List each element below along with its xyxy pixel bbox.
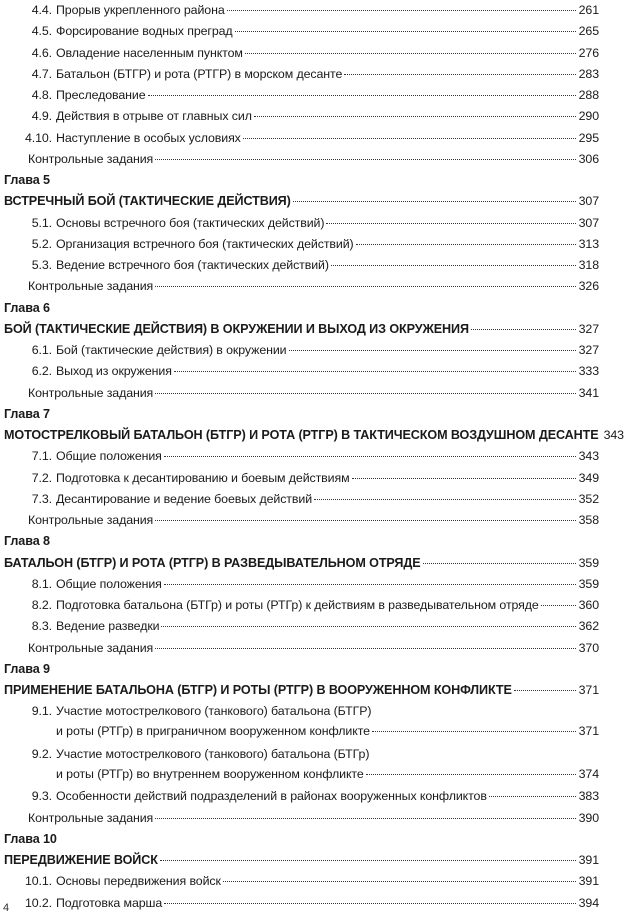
entry-title: Контрольные задания: [28, 385, 154, 400]
dot-leader: [164, 584, 576, 585]
dot-leader: [161, 626, 575, 627]
section-number: 5.3.: [31, 258, 52, 272]
section-number: 4.8.: [31, 88, 52, 102]
chapter-title-entry[interactable]: [0, 191, 605, 211]
entry-title: Бой (тактические действия) в окружении: [56, 343, 287, 357]
entry-title: Контрольные задания: [28, 640, 154, 655]
dot-leader: [155, 286, 575, 287]
page-ref: 327: [578, 321, 599, 336]
toc-entry[interactable]: [0, 85, 605, 105]
toc-entry[interactable]: [0, 489, 605, 509]
entry-title: Контрольные задания: [28, 279, 154, 294]
entry-title: БАТАЛЬОН (БТГР) И РОТА (РТГР) В РАЗВЕДЫВАТЕЛЬНОМ ОТРЯДЕ: [4, 555, 421, 570]
toc-entry[interactable]: [0, 616, 605, 636]
section-number: 9.1.: [31, 704, 52, 719]
section-number: 4.7.: [31, 66, 52, 81]
page-ref: 371: [578, 683, 599, 697]
entry-title: Прорыв укрепленного района: [56, 3, 225, 17]
page-ref: 261: [578, 3, 599, 17]
section-number: 4.4.: [31, 3, 52, 17]
section-number: 8.1.: [31, 576, 52, 591]
section-number: 10.2.: [24, 895, 52, 910]
entry-title: Контрольные задания: [28, 513, 154, 527]
page-ref: 307: [578, 194, 599, 209]
section-number: 4.9.: [31, 109, 52, 124]
toc-entry[interactable]: [0, 106, 605, 126]
section-number: 9.2.: [31, 746, 52, 761]
entry-title: Ведение встречного боя (тактических действий): [56, 258, 329, 272]
dot-leader: [243, 138, 576, 139]
toc-entry[interactable]: [0, 43, 605, 63]
page-ref: 352: [578, 491, 599, 506]
page-ref: 343: [603, 428, 624, 442]
chapter-title-entry[interactable]: [0, 425, 624, 445]
toc-entry[interactable]: [0, 255, 605, 275]
dot-leader: [489, 796, 576, 797]
dot-leader: [366, 774, 576, 775]
toc-entry[interactable]: [0, 234, 605, 254]
page-ref: 333: [578, 364, 599, 379]
page-ref: 343: [578, 449, 599, 464]
entry-title: Ведение разведки: [56, 619, 160, 634]
dot-leader: [245, 53, 576, 54]
entry-title: Общие положения: [56, 449, 162, 464]
dot-leader: [254, 116, 576, 117]
page-ref: 349: [578, 470, 599, 485]
entry-title-line-1: Участие мотострелкового (танкового) батальона (БТГР): [56, 704, 372, 719]
toc-entry[interactable]: [0, 786, 605, 806]
dot-leader: [155, 648, 575, 649]
page-ref: 362: [578, 619, 599, 634]
page-ref: 391: [578, 874, 599, 889]
entry-title: ПРИМЕНЕНИЕ БАТАЛЬОНА (БТГР) И РОТЫ (РТГР) В ВООРУЖЕННОМ КОНФЛИКТЕ: [4, 683, 512, 697]
entry-title: Основы передвижения войск: [56, 874, 221, 889]
page-ref: 370: [578, 640, 599, 655]
entry-title: Контрольные задания: [28, 810, 154, 825]
review-questions-entry[interactable]: [0, 276, 605, 296]
page-ref: 276: [578, 45, 599, 60]
dot-leader: [155, 520, 575, 521]
page-ref: 371: [578, 724, 599, 739]
chapter-title-entry[interactable]: [0, 553, 605, 573]
page-ref: 394: [578, 895, 599, 910]
section-number: 9.3.: [31, 789, 52, 804]
dot-leader: [356, 244, 576, 245]
dot-leader: [471, 329, 576, 330]
section-number: 5.2.: [31, 236, 52, 251]
chapter-label: Глава 10: [4, 831, 57, 846]
dot-leader: [289, 350, 576, 351]
dot-leader: [160, 860, 576, 861]
review-questions-entry[interactable]: [0, 638, 605, 658]
chapter-label: Глава 8: [4, 534, 50, 549]
dot-leader: [314, 499, 576, 500]
page-ref: 265: [578, 24, 599, 39]
page-ref: 327: [578, 343, 599, 357]
chapter-title-entry[interactable]: [0, 850, 605, 870]
entry-title: Батальон (БТГР) и рота (РТГР) в морском десанте: [56, 66, 343, 81]
dot-leader: [423, 563, 576, 564]
chapter-title-entry[interactable]: [0, 319, 605, 339]
toc-entry[interactable]: [0, 871, 605, 891]
page-ref: 359: [578, 555, 599, 570]
dot-leader: [148, 95, 576, 96]
section-number: 8.2.: [31, 598, 52, 612]
toc-entry[interactable]: [0, 361, 605, 381]
entry-title: Действия в отрыве от главных сил: [56, 109, 252, 124]
dot-leader: [331, 265, 576, 266]
toc-entry[interactable]: [0, 213, 605, 233]
dot-leader: [155, 393, 575, 394]
page-ref: 307: [578, 215, 599, 230]
entry-title: Основы встречного боя (тактических действий): [56, 215, 325, 230]
toc-entry[interactable]: [0, 340, 605, 360]
toc-entry[interactable]: [0, 446, 605, 466]
page-ref: 318: [578, 258, 599, 272]
toc-entry[interactable]: [0, 595, 605, 615]
entry-title: Контрольные задания: [28, 151, 154, 166]
entry-title: Организация встречного боя (тактических действий): [56, 236, 354, 251]
page-ref: 360: [578, 598, 599, 612]
section-number: 6.2.: [31, 364, 52, 379]
page-ref: 295: [578, 130, 599, 145]
section-number: 4.6.: [31, 45, 52, 60]
dot-leader: [514, 690, 576, 691]
page-ref: 358: [578, 513, 599, 527]
dot-leader: [293, 201, 576, 202]
dot-leader: [164, 903, 575, 904]
toc-entry[interactable]: [0, 574, 605, 594]
entry-title: Преследование: [56, 88, 146, 102]
page-ref: 326: [578, 279, 599, 294]
page-ref: 306: [578, 151, 599, 166]
section-number: 8.3.: [31, 619, 52, 634]
entry-title: Подготовка к десантированию и боевым действиям: [56, 470, 350, 485]
page-ref: 383: [578, 789, 599, 804]
chapter-label: Глава 9: [4, 661, 50, 676]
dot-leader: [155, 818, 575, 819]
review-questions-entry[interactable]: [0, 383, 605, 403]
entry-title: Форсирование водных преград: [56, 24, 233, 39]
dot-leader: [372, 731, 576, 732]
entry-title-line-2: и роты (РТГр) во внутреннем вооруженном конфликте: [56, 766, 364, 781]
entry-title: БОЙ (ТАКТИЧЕСКИЕ ДЕЙСТВИЯ) В ОКРУЖЕНИИ И ВЫХОД ИЗ ОКРУЖЕНИЯ: [4, 321, 469, 336]
page-ref: 288: [578, 88, 599, 102]
entry-title: Общие положения: [56, 576, 162, 591]
entry-title: Овладение населенным пунктом: [56, 45, 243, 60]
dot-leader: [352, 478, 576, 479]
section-number: 4.5.: [31, 24, 52, 39]
toc-entry[interactable]: [0, 0, 605, 20]
toc-entry[interactable]: [0, 21, 605, 41]
dot-leader: [164, 456, 576, 457]
toc-entry[interactable]: [0, 744, 605, 787]
dot-leader: [235, 31, 576, 32]
section-number: 7.1.: [31, 449, 52, 464]
page-number: 4: [3, 902, 10, 914]
dot-leader: [344, 74, 575, 75]
section-number: 5.1.: [31, 215, 52, 230]
chapter-title-entry[interactable]: [0, 680, 605, 700]
entry-title-line-1: Участие мотострелкового (танкового) батальона (БТГр): [56, 746, 370, 761]
page-ref: 283: [578, 66, 599, 81]
entry-title: Особенности действий подразделений в районах вооруженных конфликтов: [56, 789, 487, 804]
review-questions-entry[interactable]: [0, 510, 605, 530]
chapter-label: Глава 6: [4, 300, 50, 315]
page-ref: 359: [578, 576, 599, 591]
section-number: 7.2.: [31, 470, 52, 485]
section-number: 7.3.: [31, 491, 52, 506]
page-ref: 290: [578, 109, 599, 124]
entry-title: ПЕРЕДВИЖЕНИЕ ВОЙСК: [4, 853, 158, 867]
page-ref: 390: [578, 810, 599, 825]
section-number: 4.10.: [24, 130, 52, 145]
review-questions-entry[interactable]: [0, 149, 605, 169]
dot-leader: [155, 159, 575, 160]
section-number: 6.1.: [31, 343, 52, 357]
section-number: 10.1.: [24, 874, 52, 889]
chapter-label: Глава 5: [4, 173, 50, 187]
entry-title: Десантирование и ведение боевых действий: [56, 491, 313, 506]
dot-leader: [541, 605, 576, 606]
entry-title: МОТОСТРЕЛКОВЫЙ БАТАЛЬОН (БТГР) И РОТА (РТГР) В ТАКТИЧЕСКОМ ВОЗДУШНОМ ДЕСАНТЕ: [4, 428, 599, 442]
entry-title-line-2: и роты (РТГр) в приграничном вооруженном конфликте: [56, 724, 370, 739]
entry-title: Подготовка марша: [56, 895, 163, 910]
entry-title: Наступление в особых условиях: [56, 130, 241, 145]
toc-entry[interactable]: [0, 893, 605, 913]
page-ref: 374: [578, 766, 599, 781]
dot-leader: [326, 223, 575, 224]
page-ref: 341: [578, 385, 599, 400]
toc-entry[interactable]: [0, 64, 605, 84]
entry-title: Подготовка батальона (БТГр) и роты (РТГр) к действиям в разведывательном отряде: [56, 598, 539, 612]
review-questions-entry[interactable]: [0, 808, 605, 828]
dot-leader: [227, 10, 576, 11]
chapter-label: Глава 7: [4, 406, 50, 421]
page-ref: 313: [578, 236, 599, 251]
toc-entry[interactable]: [0, 468, 605, 488]
toc-entry[interactable]: [0, 128, 605, 148]
dot-leader: [223, 881, 576, 882]
toc-entry[interactable]: [0, 701, 605, 744]
dot-leader: [174, 371, 576, 372]
entry-title: Выход из окружения: [56, 364, 172, 379]
entry-title: ВСТРЕЧНЫЙ БОЙ (ТАКТИЧЕСКИЕ ДЕЙСТВИЯ): [4, 194, 291, 209]
page-ref: 391: [578, 853, 599, 867]
